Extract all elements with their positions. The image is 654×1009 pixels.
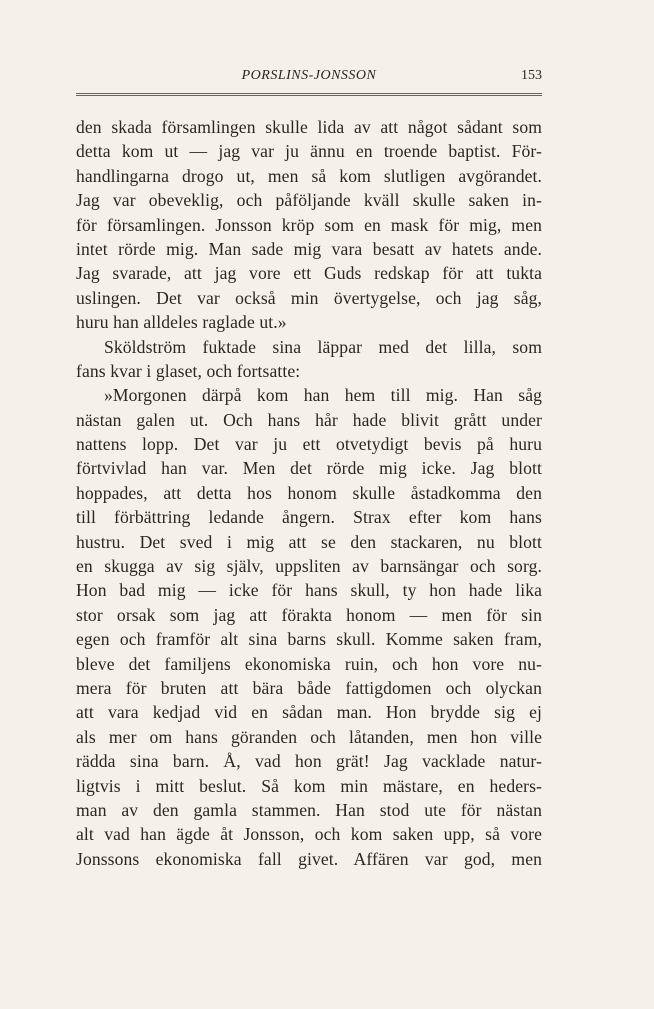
text-line: als mer om hans göranden och låtanden, men hon ville (76, 726, 542, 747)
text-line: Jag var obeveklig, och påföljande kväll skulle saken in- (76, 190, 542, 211)
text-line: bleve det familjens ekonomiska ruin, och hon vore nu- (76, 653, 542, 674)
text-line: rädda sina barn. Å, vad hon grät! Jag vacklade natur- (76, 751, 542, 772)
text-line: Sköldström fuktade sina läppar med det lilla, som (104, 336, 542, 357)
text-line: egen och framför alt sina barns skull. Komme saken fram, (76, 629, 542, 650)
text-line: att vara kedjad vid en sådan man. Hon brydde sig ej (76, 702, 542, 723)
text-line: Hon bad mig — icke för hans skull, ty hon hade lika (76, 580, 542, 601)
text-line: nattens lopp. Det var ju ett otvetydigt bevis på huru (76, 434, 542, 455)
text-line: förtvivlad han var. Men det rörde mig icke. Jag blott (76, 458, 542, 479)
text-line: hoppades, att detta hos honom skulle åstadkomma den (76, 482, 542, 503)
text-line: alt vad han ägde åt Jonsson, och kom saken upp, så vore (76, 824, 542, 845)
text-line: detta kom ut — jag var ju ännu en troende baptist. För- (76, 141, 542, 162)
header-rule (76, 93, 542, 96)
text-line: en skugga av sig själv, uppsliten av barnsängar och sorg. (76, 556, 542, 577)
text-line: ligtvis i mitt beslut. Så kom min mästare, en heders- (76, 775, 542, 796)
running-title: PORSLINS-JONSSON (241, 68, 377, 83)
text-line: Jag svarade, att jag vore ett Guds redskap för att tukta (76, 263, 542, 284)
text-line: till förbättring ledande ångern. Strax efter kom hans (76, 507, 542, 528)
text-line: nästan galen ut. Och hans hår hade blivit grått under (76, 409, 542, 430)
running-head (76, 66, 542, 88)
text-line: mera för bruten att bära både fattigdomen och olyckan (76, 677, 542, 698)
text-line: huru han alldeles raglade ut.» (76, 312, 287, 333)
text-line: intet rörde mig. Man sade mig vara besatt av hatets ande. (76, 238, 542, 259)
text-line: »Morgonen därpå kom han hem till mig. Han såg (104, 385, 542, 406)
text-line: fans kvar i glaset, och fortsatte: (76, 360, 301, 381)
body-text (76, 115, 542, 871)
text-line: Jonssons ekonomiska fall givet. Affären var god, men (76, 848, 542, 869)
text-line: stor orsak som jag att förakta honom — men för sin (76, 604, 542, 625)
text-line: handlingarna drogo ut, men så kom slutligen avgörandet. (76, 165, 542, 186)
text-line: för församlingen. Jonsson kröp som en mask för mig, men (76, 214, 542, 235)
text-line: man av den gamla stammen. Han stod ute för nästan (76, 799, 542, 820)
text-line: hustru. Det sved i mig att se den stackaren, nu blott (76, 531, 542, 552)
text-line: uslingen. Det var också min övertygelse, och jag såg, (76, 287, 542, 308)
page-number: 153 (521, 68, 542, 83)
text-line: den skada församlingen skulle lida av att något sådant som (76, 117, 542, 137)
